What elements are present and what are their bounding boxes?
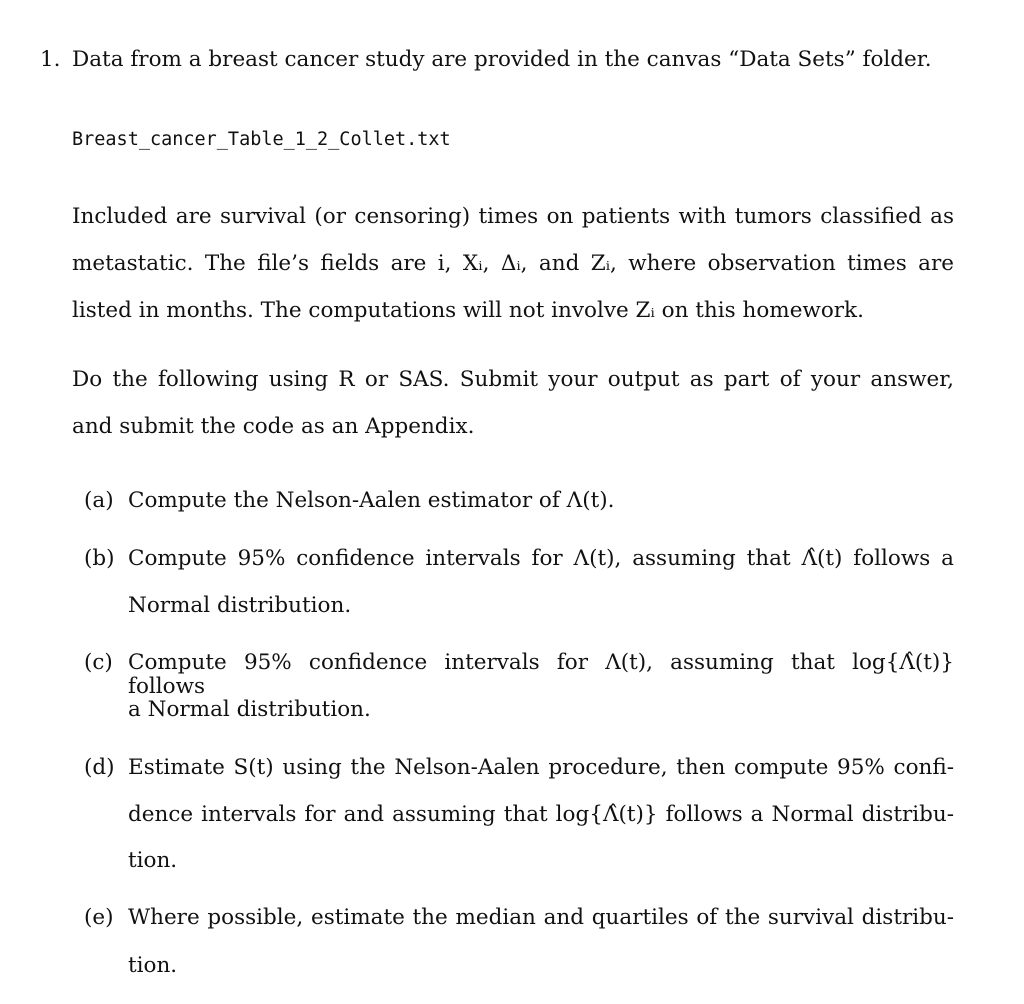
description-line-3: listed in months. The computations will not involve Zᵢ on this homework. xyxy=(72,298,864,323)
problem-number: 1. xyxy=(40,47,61,72)
instruction-line-2: and submit the code as an Appendix. xyxy=(72,414,475,439)
part-e-label: (e) xyxy=(84,905,114,930)
part-c-line-1: Compute 95% confidence intervals for Λ(t), assuming that log{Λ̂(t)} follows xyxy=(128,650,954,699)
part-b-line-2: Normal distribution. xyxy=(128,593,352,618)
description-line-2: metastatic. The file’s fields are i, Xᵢ, Δᵢ, and Zᵢ, where observation times are xyxy=(72,251,954,276)
part-d-line-3: tion. xyxy=(128,848,178,873)
part-e-line-2: tion. xyxy=(128,953,178,978)
part-b-line-1: Compute 95% confidence intervals for Λ(t), assuming that Λ̂(t) follows a xyxy=(128,546,954,571)
part-b-label: (b) xyxy=(84,546,115,571)
problem-intro: Data from a breast cancer study are provided in the canvas “Data Sets” folder. xyxy=(72,47,932,72)
part-c-label: (c) xyxy=(84,650,113,675)
part-a-label: (a) xyxy=(84,488,114,513)
part-d-line-2: dence intervals for and assuming that log{Λ̂(t)} follows a Normal distribu- xyxy=(128,802,954,827)
instruction-line-1: Do the following using R or SAS. Submit your output as part of your answer, xyxy=(72,367,954,392)
data-filename: Breast_cancer_Table_1_2_Collet.txt xyxy=(72,129,451,150)
description-line-1: Included are survival (or censoring) times on patients with tumors classified as xyxy=(72,204,954,229)
part-e-line-1: Where possible, estimate the median and quartiles of the survival distribu- xyxy=(128,905,954,930)
part-c-line-2: a Normal distribution. xyxy=(128,697,371,722)
part-d-label: (d) xyxy=(84,755,115,780)
part-a-line-1: Compute the Nelson-Aalen estimator of Λ(t). xyxy=(128,488,615,513)
part-d-line-1: Estimate S(t) using the Nelson-Aalen procedure, then compute 95% confi- xyxy=(128,755,954,780)
